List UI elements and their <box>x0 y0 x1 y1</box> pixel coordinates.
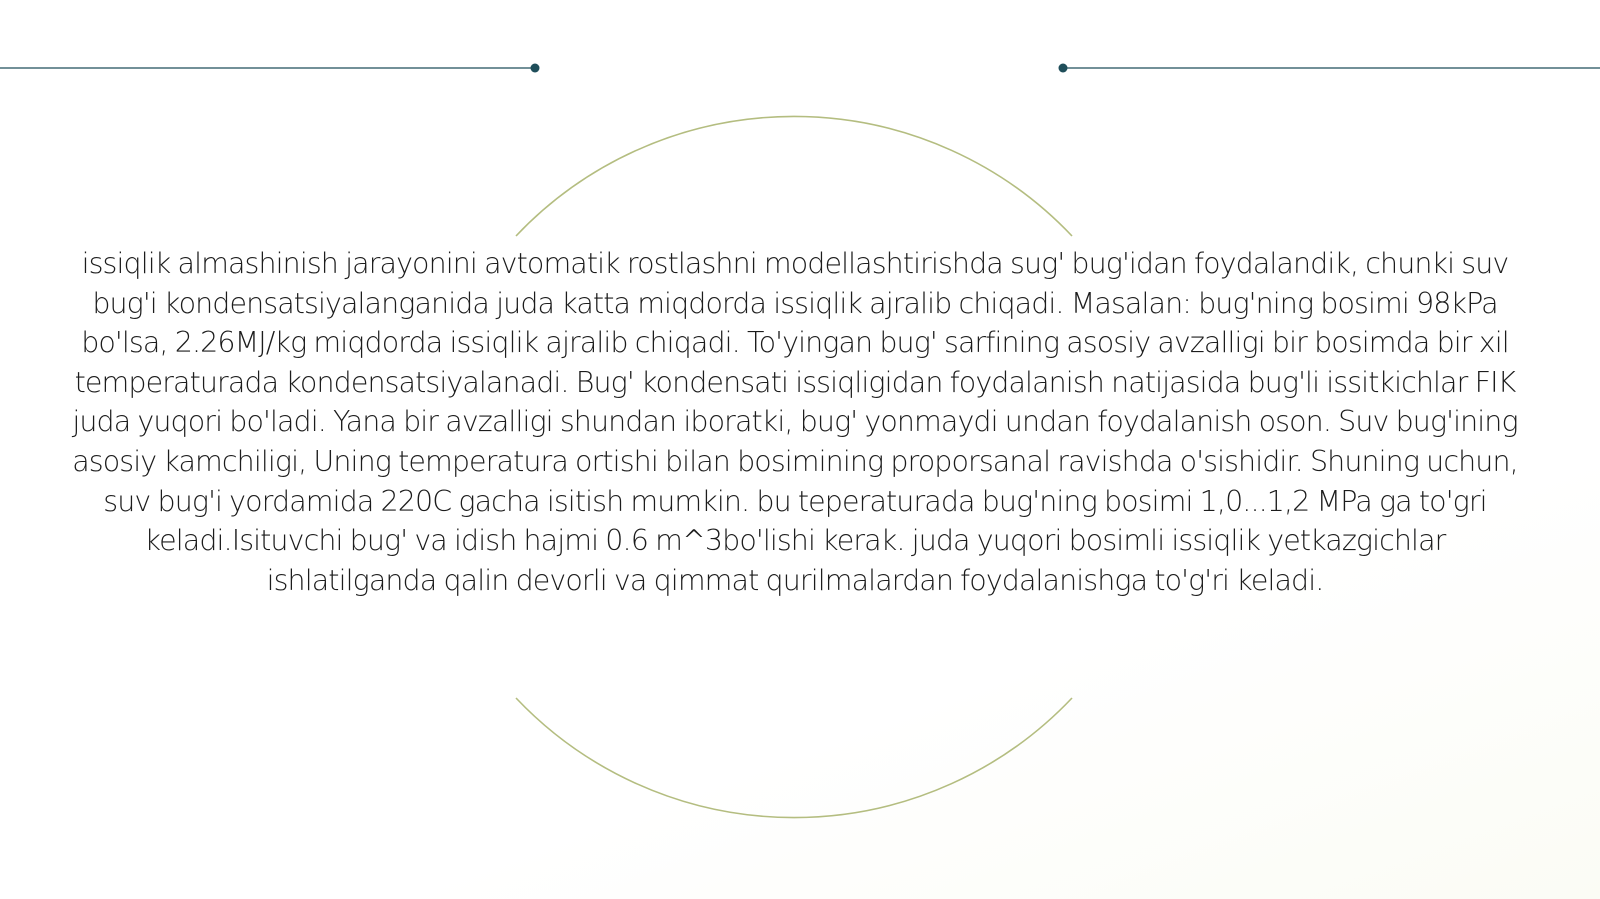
body-paragraph: issiqlik almashinish jarayonini avtomatik rostlashni modellashtirishda sug' bug'idan foydalandik, chunki suv bug'i kondensatsiyalanganida juda katta miqdorda issiqlik ajralib chiqadi. Masalan: bug'ning bosimi 98kPa bo'lsa, 2.26MJ/kg miqdorda issiqlik ajralib chiqadi. To'yingan bug' sarfining asosiy avzalligi bir bosimda bir xil temperaturada kondensatsiyalanadi. Bug' kondensati issiqligidan foydalanish natijasida bug'li issitkichlar FIK juda yuqori bo'ladi. Yana bir avzalligi shundan iboratki, bug' yonmaydi undan foydalanish oson. Suv bug'ining asosiy kamchiligi, Uning temperatura ortishi bilan bosimining proporsanal ravishda o'sishidir. Shuning uchun, suv bug'i yordamida 220C gacha isitish mumkin. bu teperaturada bug'ning bosimi 1,0...1,2 MPa ga to'gri keladi.Isituvchi bug' va idish hajmi 0.6 m^3bo'lishi kerak. juda yuqori bosimli issiqlik yetkazgichlar ishlatilganda qalin devorli va qimmat qurilmalardan foydalanishga to'g'ri keladi. <box>72 247 1518 597</box>
top-arc <box>516 116 1072 236</box>
bottom-arc <box>516 698 1072 818</box>
left-rule-dot <box>531 64 540 73</box>
right-rule-dot <box>1059 64 1068 73</box>
